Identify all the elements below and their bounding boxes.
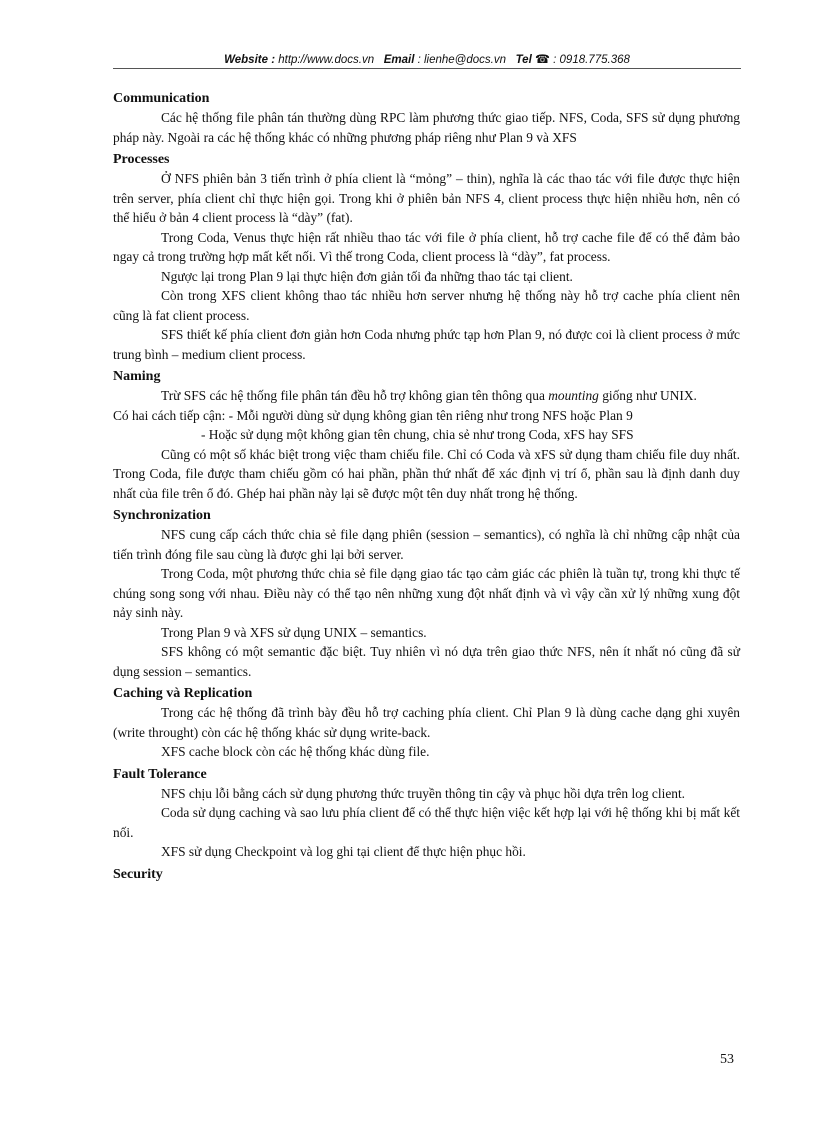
paragraph: Trong Coda, Venus thực hiện rất nhiều thao tác với file ở phía client, hỗ trợ cache file để có thể đảm bảo ngay cả trong trường hợp mất kết nối. Vì thế trong Coda, client process là “dày”, fat process. [113, 229, 740, 264]
phone-icon: ☎ [534, 52, 550, 66]
paragraph: Coda sử dụng caching và sao lưu phía client để có thể thực hiện việc kết hợp lại với hệ thống khi bị mất kết nối. [113, 805, 740, 840]
header-divider [113, 68, 741, 69]
paragraph: XFS sử dụng Checkpoint và log ghi tại client để thực hiện phục hồi. [161, 844, 526, 859]
email-label: Email [383, 54, 415, 66]
paragraph: Các hệ thống file phân tán thường dùng RPC làm phương thức giao tiếp. NFS, Coda, SFS sử dụng phương pháp này. Ngoài ra các hệ thống khác có những phương pháp riêng như Plan 9 và XFS [113, 110, 740, 145]
paragraph: - Hoặc sử dụng một không gian tên chung, chia sẻ như trong Coda, xFS hay SFS [201, 427, 634, 442]
section-synchronization [113, 506, 740, 681]
section-title: Synchronization [113, 508, 211, 523]
section-naming [113, 367, 740, 503]
emphasis: mounting [548, 388, 599, 403]
section-processes [113, 150, 740, 364]
paragraph: Ở NFS phiên bản 3 tiến trình ở phía client là “mỏng” – thin), nghĩa là các thao tác với file được thực hiện trên server, phía client chỉ thực hiện gọi. Trong khi ở phiên bản NFS 4, client process thực hiện nhiều hơn, nên có thể hiểu ở bản 4 client process là “dày” (fat). [113, 171, 740, 225]
tel-label: Tel [515, 54, 532, 66]
section-communication [113, 89, 740, 147]
paragraph: SFS thiết kế phía client đơn giản hơn Coda nhưng phức tạp hơn Plan 9, nó được coi là client process ở mức trung bình – medium client process. [113, 327, 740, 362]
page-header [113, 52, 741, 66]
paragraph: NFS cung cấp cách thức chia sẻ file dạng phiên (session – semantics), có nghĩa là chỉ những cập nhật của tiến trình đóng file sau cùng là được ghi lại bởi server. [113, 527, 740, 562]
paragraph: Ngược lại trong Plan 9 lại thực hiện đơn giản tối đa những thao tác tại client. [161, 268, 573, 284]
paragraph: XFS cache block còn các hệ thống khác dùng file. [161, 744, 430, 759]
paragraph [113, 386, 740, 406]
paragraph: Trong Plan 9 và XFS sử dụng UNIX – semantics. [161, 624, 427, 640]
section-title: Fault Tolerance [113, 766, 207, 782]
section-title: Caching và Replication [113, 686, 253, 701]
paragraph: Có hai cách tiếp cận: - Mỗi người dùng sử dụng không gian tên riêng như trong NFS hoặc Plan 9 [113, 407, 633, 423]
paragraph: Trong Coda, một phương thức chia sẻ file dạng giao tác tạo cảm giác các phiên là tuần tự, trong khi thực tế chúng song song với nhau. Điều này có thể tạo nên những xung đột nhất định và vì vậy cần xử lý những xung đột nảy sinh này. [113, 566, 740, 620]
paragraph: NFS chịu lỗi bằng cách sử dụng phương thức truyền thông tin cậy và phục hồi dựa trên log client. [161, 785, 686, 801]
website-url[interactable]: http://www.docs.vn [278, 54, 375, 66]
tel-number: : 0918.775.368 [553, 54, 630, 66]
email-address[interactable]: : lienhe@docs.vn [417, 54, 506, 66]
page-number: 53 [720, 1052, 734, 1067]
paragraph: SFS không có một semantic đặc biệt. Tuy nhiên vì nó dựa trên giao thức NFS, nên ít nhất nó cũng đã sử dụng session – semantics. [113, 644, 740, 679]
document-body [113, 89, 740, 887]
website-label: Website : [224, 54, 276, 66]
section-title: Security [113, 866, 163, 882]
section-fault-tolerance [113, 765, 740, 862]
paragraph: Cũng có một số khác biệt trong việc tham chiếu file. Chỉ có Coda và xFS sử dụng tham chiếu file duy nhất. Trong Coda, file được tham chiếu gồm có hai phần, phần thứ nhất để xác định vị trí ổ, phần sau là định danh duy nhất của file trên ổ đó. Ghép hai phần này lại sẽ được một tên duy nhất trong hệ thống. [113, 446, 740, 501]
section-title: Processes [113, 152, 170, 167]
text-run: Trừ SFS các hệ thống file phân tán đều hỗ trợ không gian tên thông qua [161, 388, 549, 403]
section-title: Communication [113, 91, 210, 106]
section-caching-replication [113, 684, 740, 762]
text-run: giống như UNIX. [598, 388, 697, 403]
paragraph: Còn trong XFS client không thao tác nhiều hơn server nhưng hệ thống này hỗ trợ cache phía client nên cũng là fat client process. [113, 288, 740, 323]
section-title: Naming [113, 369, 161, 384]
paragraph: Trong các hệ thống đã trình bày đều hỗ trợ caching phía client. Chỉ Plan 9 là dùng cache dạng ghi xuyên (write throught) còn các hệ thống khác sử dụng write-back. [113, 705, 740, 740]
section-security [113, 865, 740, 884]
